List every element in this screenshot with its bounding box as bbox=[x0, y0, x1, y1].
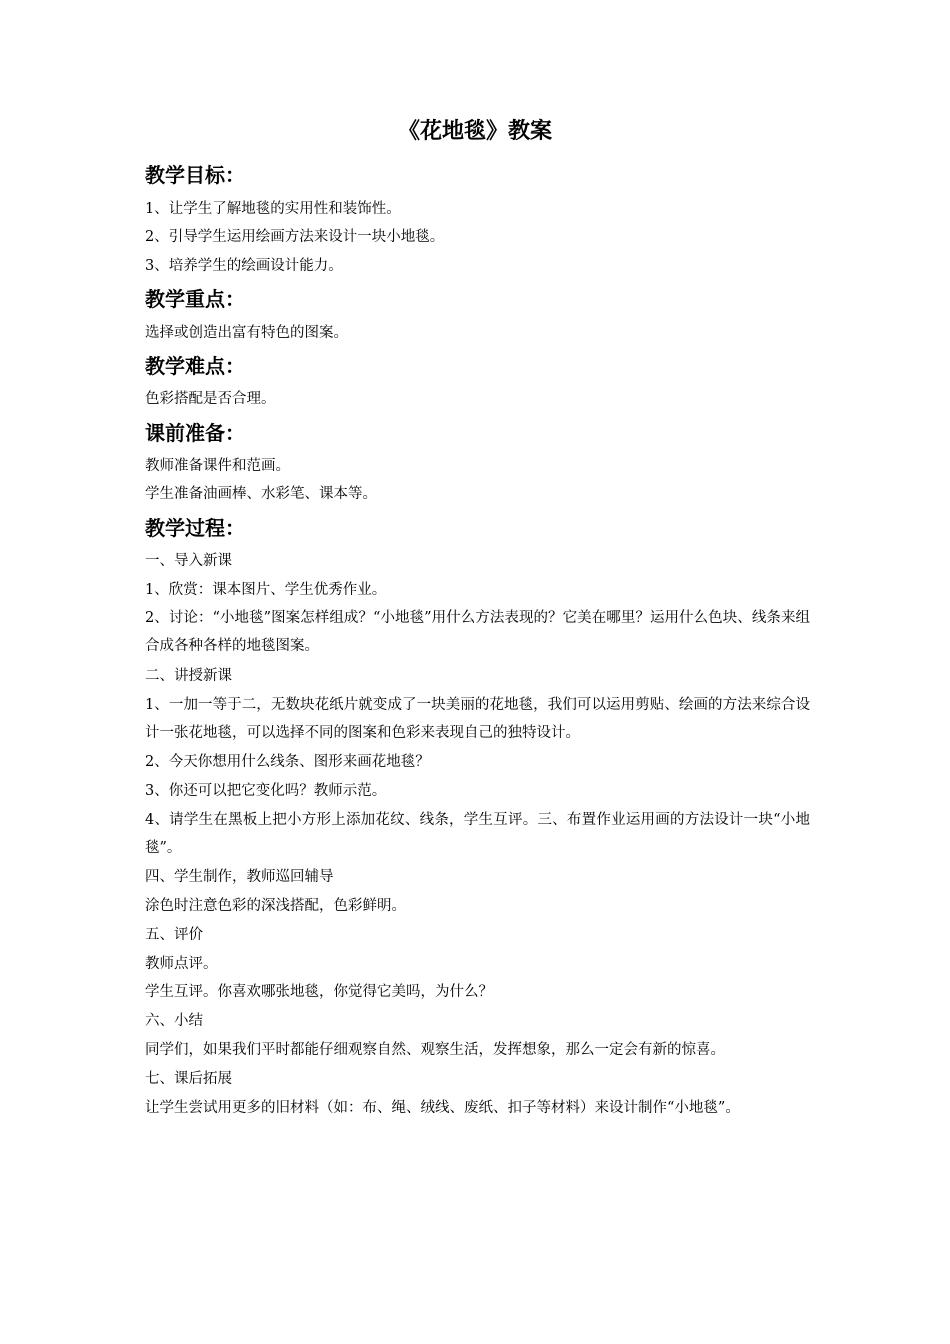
process-line: 教师点评。 bbox=[145, 956, 218, 972]
heading-objectives: 教学目标： bbox=[145, 163, 245, 187]
process-line: 学生互评。你喜欢哪张地毯，你觉得它美吗，为什么？ bbox=[145, 984, 493, 1000]
document-title: 《花地毯》教案 bbox=[397, 119, 552, 144]
process-line: 涂色时注意色彩的深浅搭配，色彩鲜明。 bbox=[145, 898, 406, 914]
process-line: 2、讨论：“小地毯”图案怎样组成？“小地毯”用什么方法表现的？它美在哪里？运用什么色块、线条来组合成各种各样的地毯图案。 bbox=[145, 610, 810, 654]
heading-key-points: 教学重点： bbox=[145, 287, 245, 311]
objective-item: 1、让学生了解地毯的实用性和装饰性。 bbox=[145, 201, 401, 217]
objective-item: 3、培养学生的绘画设计能力。 bbox=[145, 258, 343, 274]
heading-difficulties: 教学难点： bbox=[145, 354, 245, 378]
objective-item: 2、引导学生运用绘画方法来设计一块小地毯。 bbox=[145, 229, 445, 245]
preparation-item: 教师准备课件和范画。 bbox=[145, 458, 290, 474]
process-line: 1、一加一等于二，无数块花纸片就变成了一块美丽的花地毯，我们可以运用剪贴、绘画的方法来综合设计一张花地毯，可以选择不同的图案和色彩来表现自己的独特设计。 bbox=[145, 697, 810, 741]
process-line: 1、欣赏：课本图片、学生优秀作业。 bbox=[145, 582, 387, 598]
key-points-text: 选择或创造出富有特色的图案。 bbox=[145, 325, 348, 341]
preparation-item: 学生准备油画棒、水彩笔、课本等。 bbox=[145, 486, 377, 502]
process-step-heading: 六、小结 bbox=[145, 1013, 203, 1029]
process-step-heading: 五、评价 bbox=[145, 927, 203, 943]
process-step-heading: 二、讲授新课 bbox=[145, 668, 232, 684]
process-step-heading: 七、课后拓展 bbox=[145, 1071, 232, 1087]
process-step-heading: 一、导入新课 bbox=[145, 553, 232, 569]
heading-process: 教学过程： bbox=[145, 516, 245, 540]
process-line: 4、请学生在黑板上把小方形上添加花纹、线条，学生互评。三、布置作业运用画的方法设计一块“小地毯”。 bbox=[145, 812, 810, 856]
heading-preparation: 课前准备： bbox=[145, 421, 245, 445]
process-line: 同学们，如果我们平时都能仔细观察自然、观察生活，发挥想象，那么一定会有新的惊喜。 bbox=[145, 1042, 725, 1058]
process-step-heading: 四、学生制作，教师巡回辅导 bbox=[145, 869, 334, 885]
process-line: 3、你还可以把它变化吗？教师示范。 bbox=[145, 783, 387, 799]
process-line: 2、今天你想用什么线条、图形来画花地毯？ bbox=[145, 754, 430, 770]
difficulties-text: 色彩搭配是否合理。 bbox=[145, 391, 276, 407]
process-line: 让学生尝试用更多的旧材料（如：布、绳、绒线、废纸、扣子等材料）来设计制作“小地毯”。 bbox=[145, 1100, 740, 1116]
